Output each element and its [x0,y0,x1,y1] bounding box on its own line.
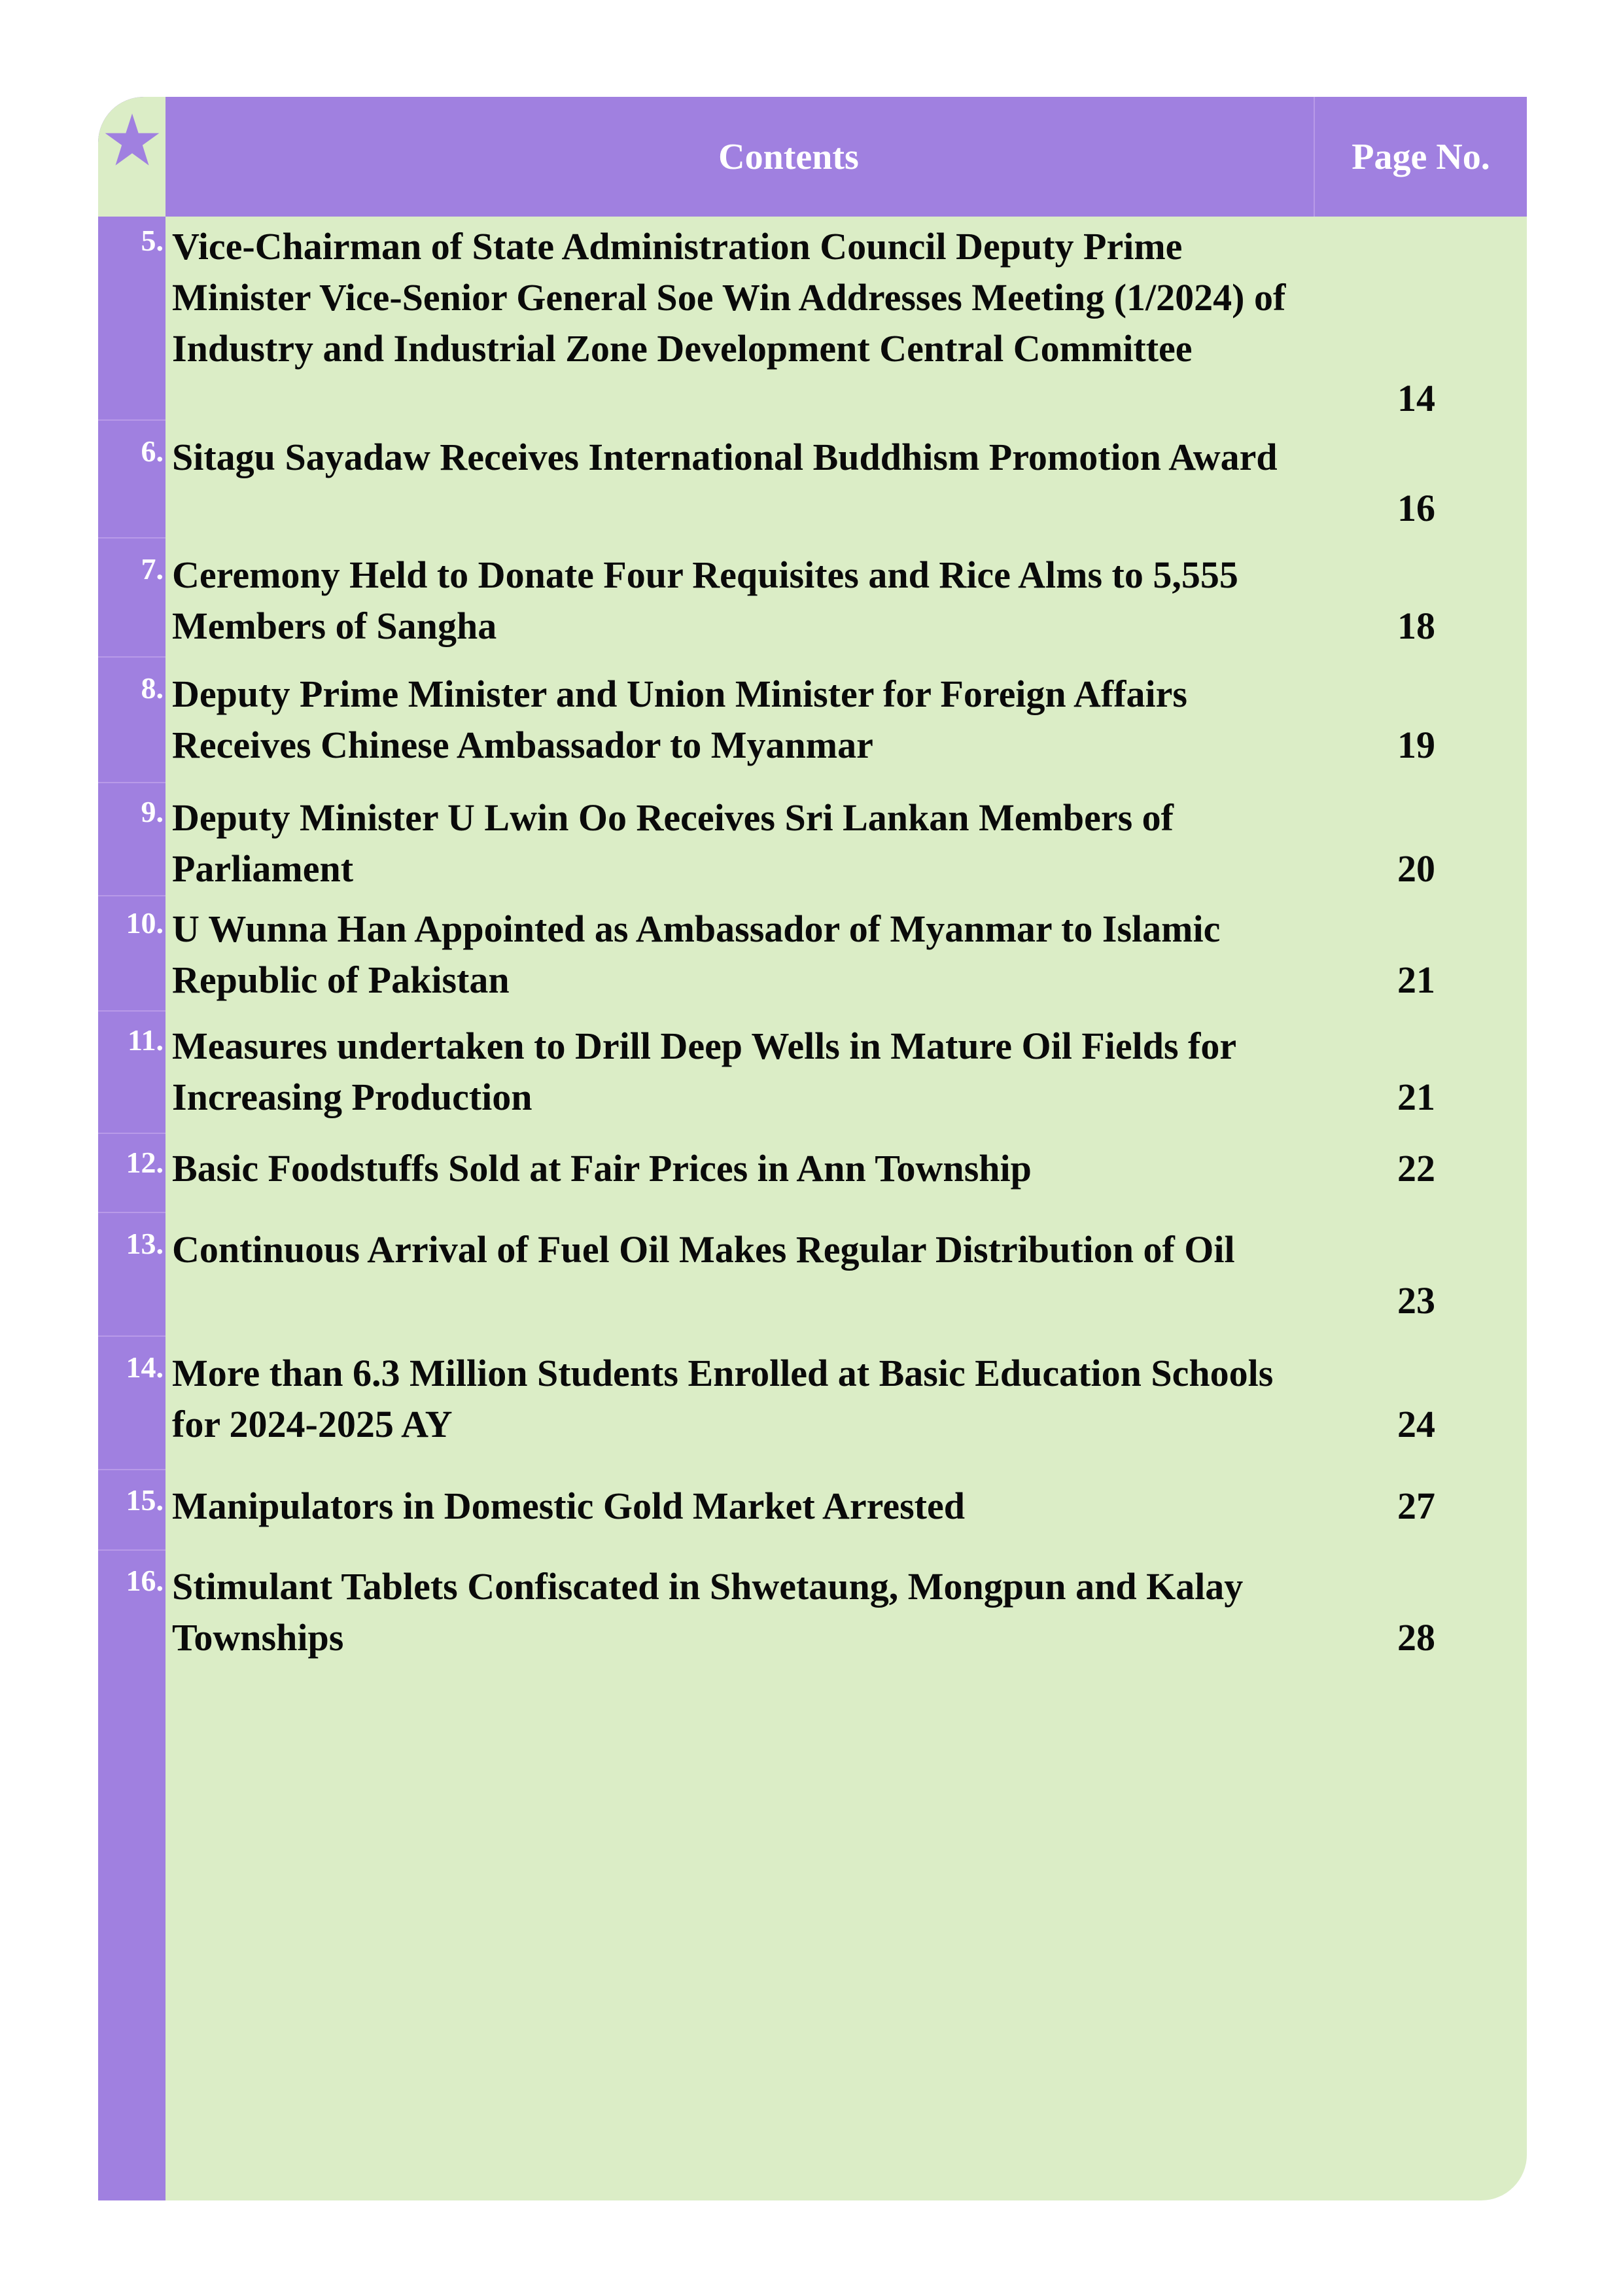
item-page: 20 [1397,847,1435,890]
list-item[interactable] [98,1348,1527,1453]
page-no-heading: Page No. [1352,136,1490,177]
item-title: Deputy Minister U Lwin Oo Receives Sri Lankan Members of Parliament [172,796,1174,890]
item-page: 19 [1397,724,1435,766]
contents-panel [98,97,1527,2200]
item-number: 15. [126,1483,164,1517]
list-item[interactable] [98,792,1527,897]
row-divider [98,1010,166,1012]
list-item[interactable] [98,1561,1527,1666]
item-page: 24 [1397,1403,1435,1445]
list-item[interactable] [98,1224,1527,1329]
item-number: 14. [126,1351,164,1384]
item-number: 9. [141,795,164,828]
item-title: Measures undertaken to Drill Deep Wells in Mature Oil Fields for Increasing Production [172,1025,1236,1118]
row-divider [98,1133,166,1134]
header-corner [98,97,166,217]
item-number: 16. [126,1564,164,1597]
list-item[interactable] [98,1021,1527,1125]
item-page: 16 [1397,487,1435,529]
contents-heading: Contents [718,136,859,177]
item-number: 10. [126,906,164,940]
item-page: 28 [1397,1616,1435,1659]
item-number: 8. [141,671,164,705]
item-title: Ceremony Held to Donate Four Requisites and Rice Alms to 5,555 Members of Sangha [172,554,1238,647]
list-item[interactable] [98,1481,1527,1546]
row-divider [98,782,166,783]
item-page: 23 [1397,1279,1435,1322]
row-divider [98,1549,166,1551]
star-icon [103,111,161,169]
item-page: 18 [1397,605,1435,647]
item-title: More than 6.3 Million Students Enrolled at Basic Education Schools for 2024-2025 AY [172,1352,1274,1445]
item-title: U Wunna Han Appointed as Ambassador of Myanmar to Islamic Republic of Pakistan [172,908,1221,1001]
row-divider [98,1335,166,1337]
item-number: 6. [141,434,164,468]
item-page: 27 [1397,1485,1435,1527]
row-divider [98,1212,166,1213]
item-page: 21 [1397,1076,1435,1118]
item-page: 21 [1397,959,1435,1001]
item-title: Vice-Chairman of State Administration Council Deputy Prime Minister Vice-Senior General Soe Win Addresses Meeting (1/2024) of Industry and Industrial Zone Development Central Committee [172,225,1286,370]
item-number: 5. [141,224,164,257]
item-title: Stimulant Tablets Confiscated in Shwetaung, Mongpun and Kalay Townships [172,1565,1244,1659]
item-title: Continuous Arrival of Fuel Oil Makes Regular Distribution of Oil [172,1228,1235,1271]
item-title: Sitagu Sayadaw Receives International Buddhism Promotion Award [172,436,1278,478]
item-number: 12. [126,1146,164,1179]
item-number: 7. [141,552,164,586]
list-item[interactable] [98,432,1527,537]
row-divider [98,419,166,421]
item-page: 14 [1397,377,1435,419]
row-divider [98,656,166,658]
list-item[interactable] [98,904,1527,1008]
item-title: Deputy Prime Minister and Union Minister for Foreign Affairs Receives Chinese Ambassador to Myanmar [172,673,1187,766]
item-number: 11. [128,1023,164,1057]
item-title: Basic Foodstuffs Sold at Fair Prices in Ann Township [172,1147,1032,1190]
row-divider [98,537,166,539]
item-page: 22 [1397,1147,1435,1190]
list-item[interactable] [98,221,1527,426]
row-divider [98,895,166,896]
list-item[interactable] [98,669,1527,773]
row-divider [98,1469,166,1470]
item-number: 13. [126,1227,164,1260]
list-item[interactable] [98,1143,1527,1209]
item-title: Manipulators in Domestic Gold Market Arrested [172,1485,965,1527]
list-item[interactable] [98,550,1527,654]
